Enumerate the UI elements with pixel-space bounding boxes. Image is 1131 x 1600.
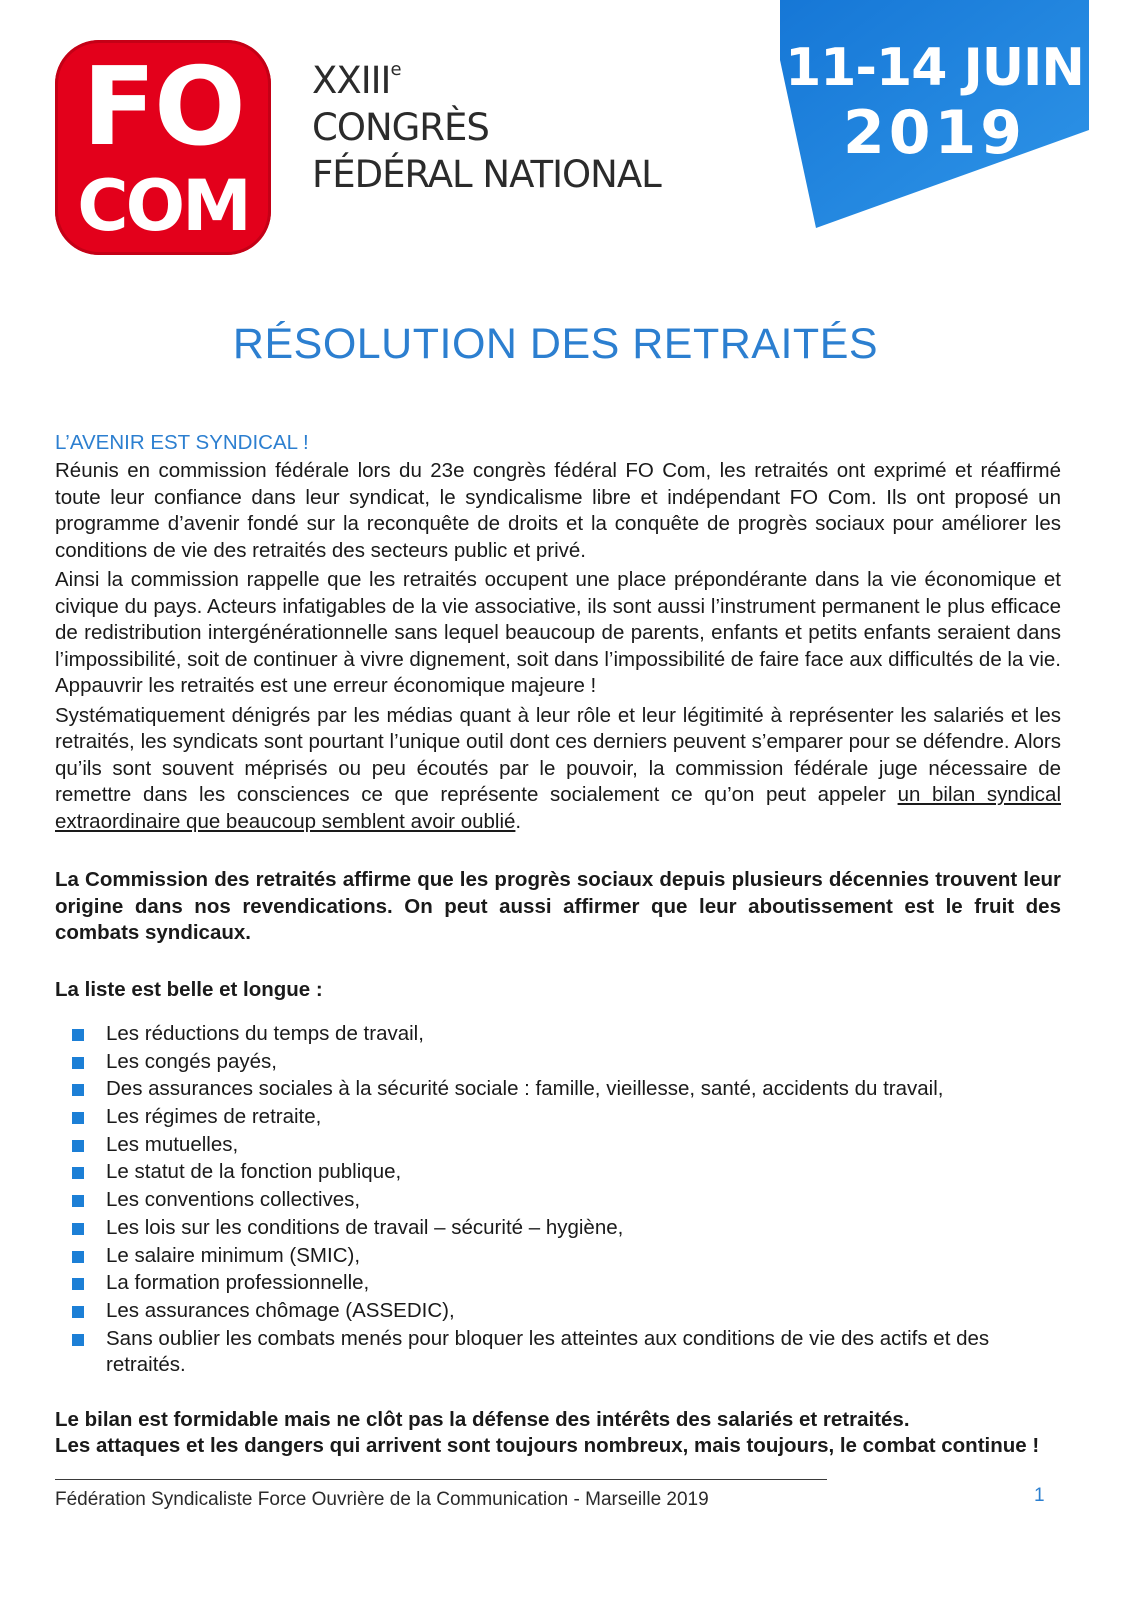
list-item — [55, 1270, 1061, 1297]
list-item-text: Les mutuelles, — [106, 1132, 239, 1156]
list-item-text: Les réductions du temps de travail, — [106, 1022, 424, 1045]
bold-statement: La Commission des retraités affirme que les progrès sociaux depuis plusieurs décennies trouvent leur origine dans nos revendications. On peut aussi affirmer que leur aboutissement est le fruit des combats syndicaux. — [55, 868, 1061, 944]
closing-line-1: Le bilan est formidable mais ne clôt pas la défense des intérêts des salariés et retraités. — [55, 1407, 910, 1431]
list-item-text: Des assurances sociales à la sécurité sociale : famille, vieillesse, santé, accidents du travail, — [106, 1077, 944, 1101]
logo-text-fo: FO — [82, 45, 244, 170]
list-item — [55, 1243, 1061, 1270]
blue-square-bullet-icon — [72, 1140, 84, 1152]
blue-square-bullet-icon — [72, 1306, 84, 1318]
paragraph-3-text: Systématiquement dénigrés par les médias quant à leur rôle et leur légitimité à représenter les salariés et les retraités, les syndicats sont pourtant l’unique outil dont ces derniers peuvent s’emparer pour se défendre. Alors qu’ils sont souvent méprisés ou peu écoutés par le pouvoir, la commission fédérale juge nécessaire de remettre dans les consciences ce que représente socialement ce qu’on peut appeler — [55, 703, 1061, 806]
section-heading: L’AVENIR EST SYNDICAL ! — [55, 431, 309, 454]
list-item-text: La formation professionnelle, — [106, 1271, 370, 1295]
list-item — [55, 1132, 1061, 1159]
list-item-text: Les lois sur les conditions de travail – sécurité – hygiène, — [106, 1215, 624, 1239]
page-number: 1 — [1034, 1485, 1045, 1506]
blue-square-bullet-icon — [72, 1334, 84, 1346]
list-item — [55, 1021, 1061, 1048]
blue-square-bullet-icon — [72, 1167, 84, 1179]
list-item-text: Les congés payés, — [106, 1049, 277, 1073]
achievements-list — [55, 1021, 1061, 1379]
blue-square-bullet-icon — [72, 1029, 84, 1041]
paragraph-1: Réunis en commission fédérale lors du 23e congrès fédéral FO Com, les retraités ont exprimé et réaffirmé toute leur confiance dans leur syndicat, le syndicalisme libre et indépendant FO Com. Ils ont proposé un programme d’avenir fondé sur la reconquête de droits et la conquête de progrès sociaux pour améliorer les conditions de vie des retraités des secteurs public et privé. — [55, 459, 1061, 562]
list-item-text: Les conventions collectives, — [106, 1188, 361, 1212]
list-item — [55, 1326, 1061, 1379]
blue-square-bullet-icon — [72, 1112, 84, 1124]
logo-text-com: COM — [77, 165, 249, 247]
footer-text: Fédération Syndicaliste Force Ouvrière de la Communication - Marseille 2019 — [55, 1489, 709, 1510]
list-item — [55, 1187, 1061, 1214]
blue-square-bullet-icon — [72, 1057, 84, 1069]
date-year: 2019 — [843, 98, 1026, 168]
congress-edition-suffix: e — [390, 59, 401, 80]
list-title: La liste est belle et longue : — [55, 977, 323, 1001]
list-item-text: Le statut de la fonction publique, — [106, 1160, 402, 1184]
paragraph-3-underlined: un bilan syndical extraordinaire que beaucoup semblent avoir oublié — [55, 783, 1061, 833]
blue-square-bullet-icon — [72, 1195, 84, 1207]
list-item — [55, 1076, 1061, 1103]
list-item — [55, 1104, 1061, 1131]
list-item — [55, 1159, 1061, 1186]
congress-line-3: FÉDÉRAL NATIONAL — [312, 153, 661, 196]
list-item — [55, 1049, 1061, 1076]
congress-edition: XXIIIe — [312, 59, 401, 102]
paragraph-2: Ainsi la commission rappelle que les retraités occupent une place prépondérante dans la vie économique et civique du pays. Acteurs infatigables de la vie associative, ils sont aussi l’instrument permanent le plus efficace de redistribution intergénérationnelle sans lequel beaucoup de parents, enfants et petits enfants seraient dans l’impossibilité, soit de continuer à vivre dignement, soit dans l’impossibilité de faire face aux difficultés de la vie. Appauvrir les retraités est une erreur économique majeure ! — [55, 568, 1061, 697]
blue-square-bullet-icon — [72, 1278, 84, 1290]
closing-line-2: Les attaques et les dangers qui arrivent sont toujours nombreux, mais toujours, le combat continue ! — [55, 1434, 1040, 1458]
blue-square-bullet-icon — [72, 1223, 84, 1235]
paragraph-3-end: . — [515, 809, 522, 833]
date-days: 11-14 JUIN — [785, 38, 1084, 98]
list-item-text: Les assurances chômage (ASSEDIC), — [106, 1298, 455, 1322]
list-item-text: Le salaire minimum (SMIC), — [106, 1243, 361, 1267]
blue-square-bullet-icon — [72, 1251, 84, 1263]
list-item — [55, 1298, 1061, 1325]
document-body — [55, 428, 1061, 1460]
closing-statement — [55, 1407, 1061, 1460]
footer-divider — [55, 1479, 827, 1480]
fo-com-logo — [55, 40, 271, 255]
date-banner — [780, 0, 1089, 228]
congress-heading — [312, 46, 661, 198]
blue-square-bullet-icon — [72, 1084, 84, 1096]
paragraph-3 — [55, 703, 1061, 836]
list-item-text: Les régimes de retraite, — [106, 1105, 322, 1129]
congress-line-2: CONGRÈS — [312, 106, 489, 149]
list-item — [55, 1215, 1061, 1242]
document-title: RÉSOLUTION DES RETRAITÉS — [232, 320, 879, 368]
list-item-text: Sans oublier les combats menés pour bloquer les atteintes aux conditions de vie des actifs et des retraités. — [106, 1326, 990, 1377]
